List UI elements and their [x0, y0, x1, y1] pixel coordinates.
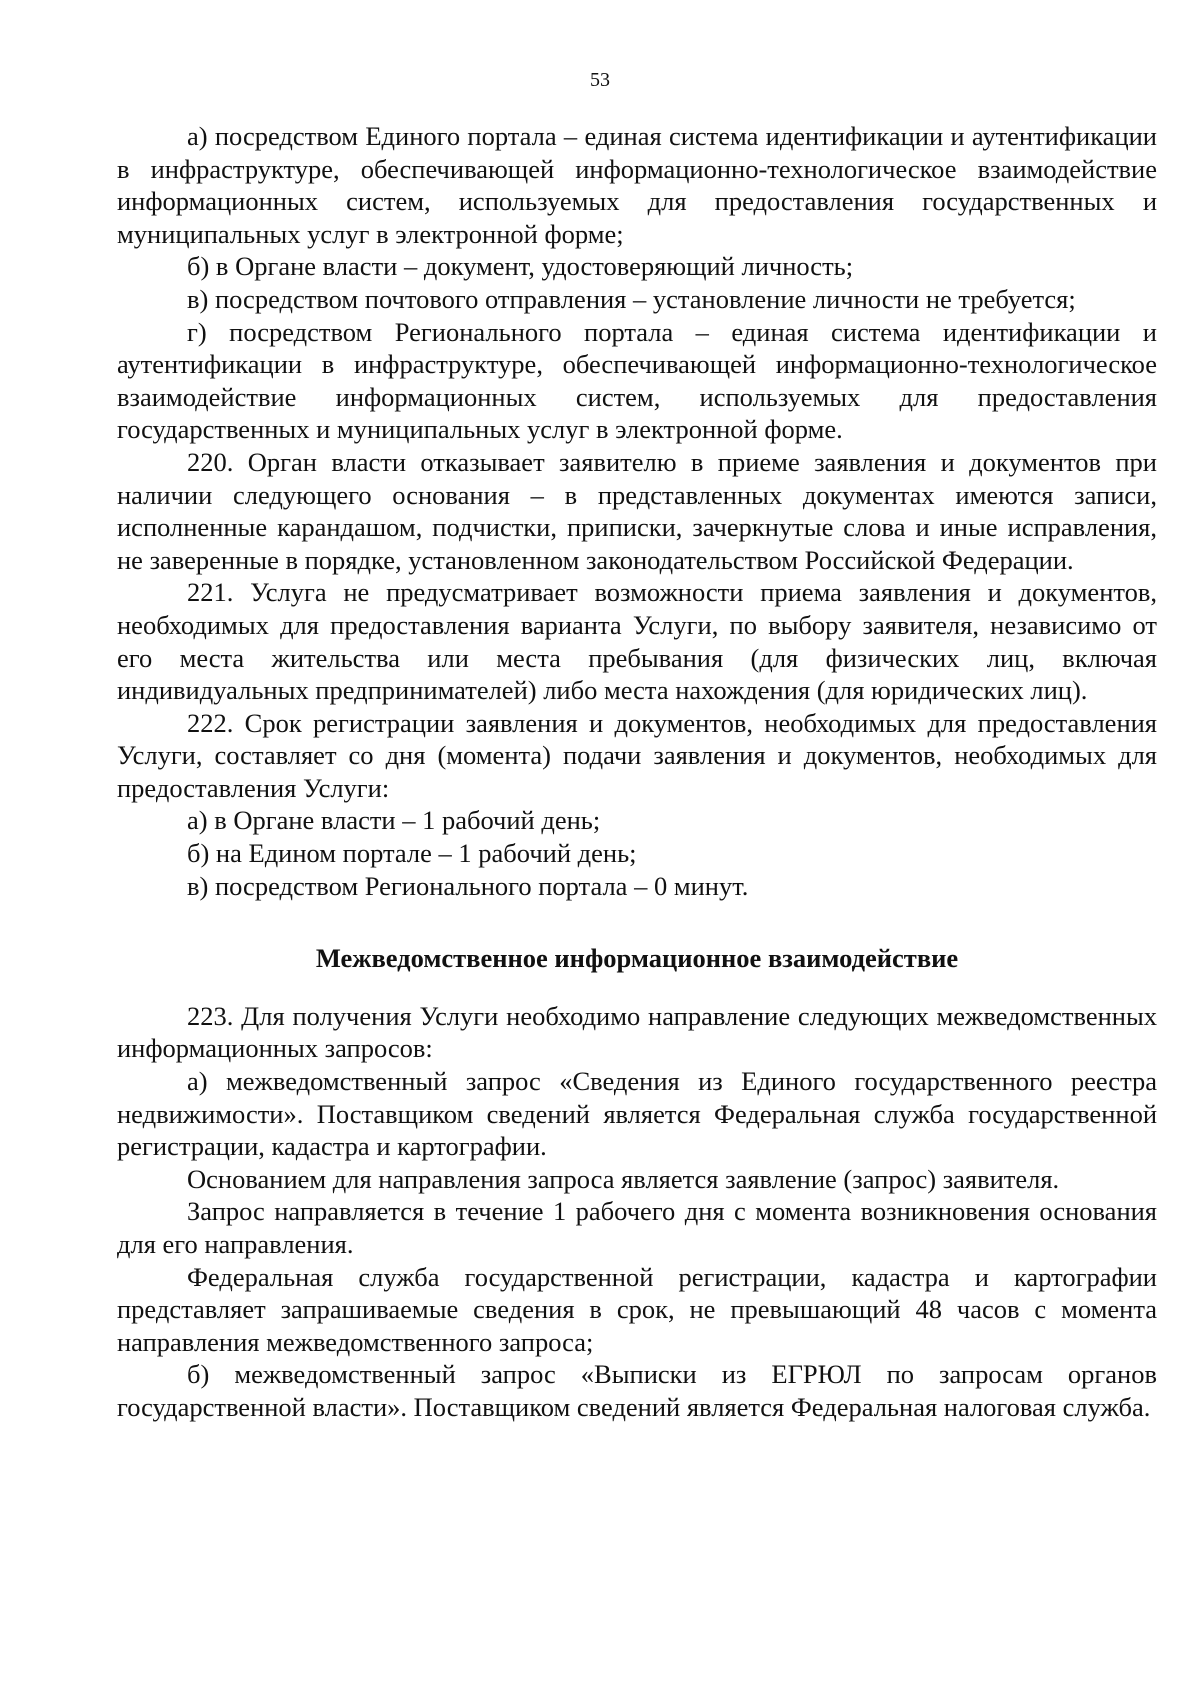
page-number: 53: [590, 69, 610, 91]
paragraph-request-timing: Запрос направляется в течение 1 рабочего дня с момента возникновения основания для его направления.: [117, 1196, 1157, 1259]
paragraph-rosreestr-response: Федеральная служба государственной регистрации, кадастра и картографии представляет запрашиваемые сведения в срок, не превышающий 48 часов с момента направления межведомственного запроса;: [117, 1261, 1157, 1357]
section-heading: Межведомственное информационное взаимодействие: [315, 943, 959, 974]
paragraph-221-extraterritorial: 221. Услуга не предусматривает возможности приема заявления и документов, необходимых для предоставления варианта Услуги, по выбору заявителя, независимо от его места жительства или места пребывания (для физических лиц, включая индивидуальных предпринимателей) либо места нахождения (для юридических лиц).: [117, 577, 1157, 706]
spacer: [117, 902, 1157, 942]
paragraph-request-egrul: б) межведомственный запрос «Выписки из ЕГРЮЛ по запросам органов государственной власти». Поставщиком сведений является Федеральная налоговая служба.: [117, 1359, 1157, 1422]
paragraph-request-basis: Основанием для направления запроса является заявление (запрос) заявителя.: [187, 1163, 1060, 1194]
paragraph-identification-authority: б) в Органе власти – документ, удостоверяющий личность;: [187, 251, 854, 282]
paragraph-identification-regional-portal: г) посредством Регионального портала – единая система идентификации и аутентификации в инфраструктуре, обеспечивающей информационно-технологическое взаимодействие информационных систем, используемых для предоставления государственных и муниципальных услуг в электронной форме.: [117, 316, 1157, 445]
paragraph-identification-unified-portal: а) посредством Единого портала – единая система идентификации и аутентификации в инфраструктуре, обеспечивающей информационно-технологическое взаимодействие информационных систем, используемых для предоставления государственных и муниципальных услуг в электронной форме;: [117, 121, 1157, 249]
paragraph-222-registration-term: 222. Срок регистрации заявления и документов, необходимых для предоставления Услуги, составляет со дня (момента) подачи заявления и документов, необходимых для предоставления Услуги:: [117, 707, 1157, 803]
paragraph-220-refusal: 220. Орган власти отказывает заявителю в приеме заявления и документов при наличии следующего основания – в представленных документах имеются записи, исполненные карандашом, подчистки, приписки, зачеркнутые слова и иные исправления, не заверенные в порядке, установленном законодательством Российской Федерации.: [117, 446, 1157, 575]
paragraph-term-authority: а) в Органе власти – 1 рабочий день;: [187, 805, 601, 836]
paragraph-term-regional-portal: в) посредством Регионального портала – 0 минут.: [187, 870, 749, 901]
paragraph-223-interagency-requests: 223. Для получения Услуги необходимо направление следующих межведомственных информационных запросов:: [117, 1000, 1157, 1064]
paragraph-term-unified-portal: б) на Едином портале – 1 рабочий день;: [187, 838, 637, 869]
spacer: [117, 975, 1157, 1000]
document-body: [117, 120, 1157, 1424]
paragraph-identification-postal: в) посредством почтового отправления – установление личности не требуется;: [187, 283, 1076, 314]
paragraph-request-egrn: а) межведомственный запрос «Сведения из Единого государственного реестра недвижимости». Поставщиком сведений является Федеральная служба государственной регистрации, кадастра и картографии.: [117, 1066, 1157, 1162]
